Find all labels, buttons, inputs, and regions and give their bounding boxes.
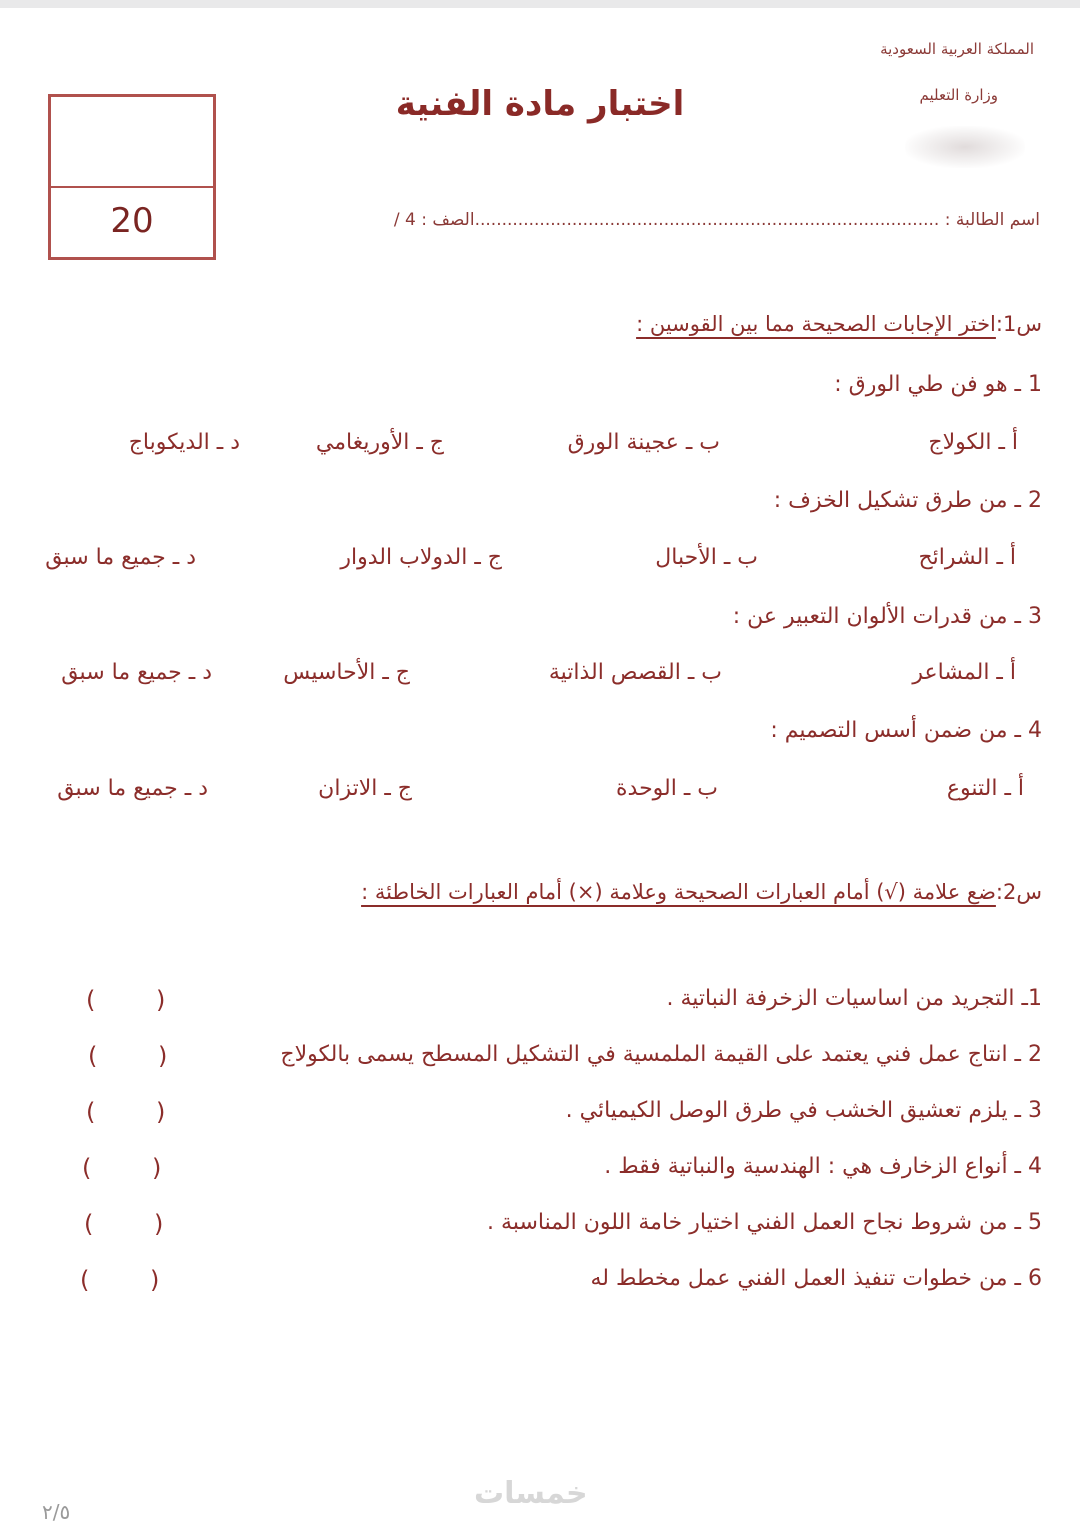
q1-item-2-option-d[interactable]: د ـ جميع ما سبق xyxy=(45,545,196,570)
q2-answer-2-open: ( xyxy=(158,1042,168,1070)
q2-answer-6-open: ( xyxy=(150,1266,160,1294)
q2-label: س2: xyxy=(995,880,1042,904)
class-label: الصف : 4 / xyxy=(393,210,475,230)
q1-item-1-option-d[interactable]: د ـ الديكوباج xyxy=(128,430,240,455)
q1-item-3-option-a[interactable]: أ ـ المشاعر xyxy=(912,660,1016,685)
page-number: ٢/٥ xyxy=(42,1500,71,1524)
q2-instruction: ضع علامة (√) أمام العبارات الصحيحة وعلامة (×) أمام العبارات الخاطئة : xyxy=(361,880,996,904)
q1-item-4-stem: 4 ـ من ضمن أسس التصميم : xyxy=(770,718,1042,743)
q2-answer-2-close: ) xyxy=(88,1042,98,1070)
q2-answer-5-open: ( xyxy=(154,1210,164,1238)
exam-title-text: اختبار مادة الفنية xyxy=(395,84,685,124)
kingdom-label: المملكة العربية السعودية xyxy=(880,40,1034,58)
q2-answer-1-close: ) xyxy=(86,986,96,1014)
q2-answer-1-open: ( xyxy=(156,986,166,1014)
score-box xyxy=(48,94,216,260)
blurred-school-name xyxy=(905,126,1025,168)
q2-statement-4: 4 ـ أنواع الزخارف هي : الهندسية والنباتية فقط . xyxy=(604,1154,1042,1179)
q2-statement-6: 6 ـ من خطوات تنفيذ العمل الفني عمل مخطط له xyxy=(590,1266,1042,1291)
score-box-divider xyxy=(51,186,213,188)
q1-item-2-option-b[interactable]: ب ـ الأحبال xyxy=(655,545,758,570)
q2-answer-3-open: ( xyxy=(156,1098,166,1126)
watermark-logo: خمسات xyxy=(474,1476,588,1511)
exam-page xyxy=(0,8,1080,1540)
q1-item-3-option-c[interactable]: ج ـ الأحاسيس xyxy=(283,660,410,685)
q2-answer-6-close: ) xyxy=(80,1266,90,1294)
q2-statement-2: 2 ـ انتاج عمل فني يعتمد على القيمة الملمسية في التشكيل المسطح يسمى بالكولاج xyxy=(280,1042,1042,1067)
q1-item-3-option-b[interactable]: ب ـ القصص الذاتية xyxy=(548,660,722,685)
q2-statement-1: 1ـ التجريد من اساسيات الزخرفة النباتية . xyxy=(666,986,1042,1011)
q1-item-1-option-c[interactable]: ج ـ الأوريغامي xyxy=(315,430,444,455)
q1-item-1-option-a[interactable]: أ ـ الكولاج xyxy=(928,430,1018,455)
q1-item-4-option-b[interactable]: ب ـ الوحدة xyxy=(616,776,718,801)
q2-statement-5: 5 ـ من شروط نجاح العمل الفني اختيار خامة اللون المناسبة . xyxy=(487,1210,1042,1235)
q2-answer-3-close: ) xyxy=(86,1098,96,1126)
q1-item-1-option-b[interactable]: ب ـ عجينة الورق xyxy=(567,430,720,455)
q1-item-3-option-d[interactable]: د ـ جميع ما سبق xyxy=(61,660,212,685)
q2-statement-3: 3 ـ يلزم تعشيق الخشب في طرق الوصل الكيميائي . xyxy=(565,1098,1042,1123)
q2-answer-5-close: ) xyxy=(84,1210,94,1238)
student-name-field[interactable]: ...................................................................................... xyxy=(474,210,940,230)
q1-item-1-stem: 1 ـ هو فن طي الورق : xyxy=(834,372,1042,397)
q1-item-2-stem: 2 ـ من طرق تشكيل الخزف : xyxy=(773,488,1042,513)
q1-header xyxy=(636,312,1042,336)
q1-item-4-option-d[interactable]: د ـ جميع ما سبق xyxy=(57,776,208,801)
student-name-label: اسم الطالبة : xyxy=(944,210,1040,230)
student-info-line xyxy=(394,210,1040,230)
q1-item-2-option-c[interactable]: ج ـ الدولاب الدوار xyxy=(340,545,502,570)
q1-label: س1: xyxy=(995,312,1042,336)
q1-item-2-option-a[interactable]: أ ـ الشرائح xyxy=(918,545,1016,570)
total-score: 20 xyxy=(110,201,154,241)
q1-item-4-option-c[interactable]: ج ـ الاتزان xyxy=(318,776,412,801)
q1-item-3-stem: 3 ـ من قدرات الألوان التعبير عن : xyxy=(732,604,1042,629)
q2-answer-4-open: ( xyxy=(152,1154,162,1182)
q1-item-4-option-a[interactable]: أ ـ التنوع xyxy=(946,776,1024,801)
q2-answer-4-close: ) xyxy=(82,1154,92,1182)
q2-header xyxy=(361,880,1042,904)
ministry-label: وزارة التعليم xyxy=(919,86,998,104)
q1-instruction: اختر الإجابات الصحيحة مما بين القوسين : xyxy=(636,312,996,336)
top-border xyxy=(0,0,1080,8)
